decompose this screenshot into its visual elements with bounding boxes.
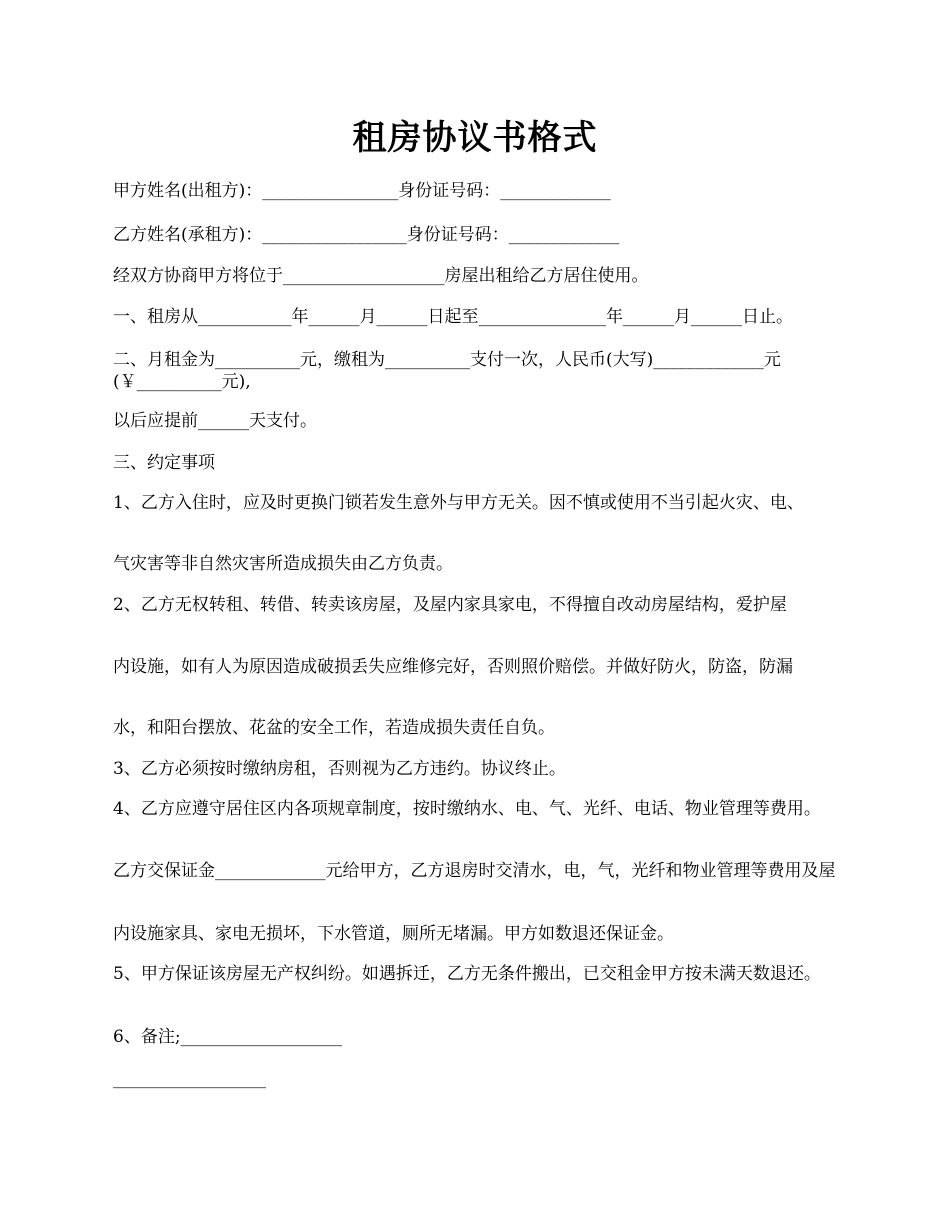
remarks-line: 6、备注;___________________ (113, 1027, 343, 1047)
clause-2-part-1: 2、乙方无权转租、转借、转卖该房屋，及屋内家具家电，不得擅自改动房屋结构，爱护屋 (113, 595, 787, 615)
advance-payment-line: 以后应提前______天支付。 (113, 411, 317, 431)
clause-5: 5、甲方保证该房屋无产权纠纷。如遇拆迁，乙方无条件搬出，已交租金甲方按未满天数退还。 (113, 964, 821, 984)
deposit-part-1: 乙方交保证金_____________元给甲方，乙方退房时交清水，电，气，光纤和物业管理等费用及屋 (113, 861, 836, 881)
clause-1-part-1: 1、乙方入住时，应及时更换门锁若发生意外与甲方无关。因不慎或使用不当引起火灾、电、 (113, 493, 804, 513)
landlord-line: 甲方姓名(出租方)：________________身份证号码：_____________ (113, 181, 611, 201)
remarks-blank-line: __________________ (113, 1069, 266, 1089)
document-title: 租房协议书格式 (352, 118, 598, 158)
term-line: 一、租房从___________年______月______日起至_______________年______月______日止。 (113, 307, 793, 327)
clause-2-part-2: 内设施，如有人为原因造成破损丢失应维修完好，否则照价赔偿。并做好防火，防盗，防漏 (113, 657, 793, 677)
clause-4: 4、乙方应遵守居住区内各项规章制度，按时缴纳水、电、气、光纤、电话、物业管理等费用。 (113, 799, 821, 819)
clause-1-part-2: 气灾害等非自然灾害所造成损失由乙方负责。 (113, 554, 453, 574)
rent-line: 二、月租金为__________元，缴租为__________支付一次，人民币(大写)_____________元(￥__________元), (113, 350, 781, 392)
clause-2-part-3: 水，和阳台摆放、花盆的安全工作，若造成损失责任自负。 (113, 718, 555, 738)
tenant-line: 乙方姓名(承租方)：_________________身份证号码：_____________ (113, 225, 620, 245)
property-line: 经双方协商甲方将位于___________________房屋出租给乙方居住使用。 (113, 266, 649, 286)
clause-3: 3、乙方必须按时缴纳房租，否则视为乙方违约。协议终止。 (113, 759, 566, 779)
section-heading-terms: 三、约定事项 (113, 453, 215, 473)
deposit-part-2: 内设施家具、家电无损坏，下水管道，厕所无堵漏。甲方如数退还保证金。 (113, 924, 674, 944)
